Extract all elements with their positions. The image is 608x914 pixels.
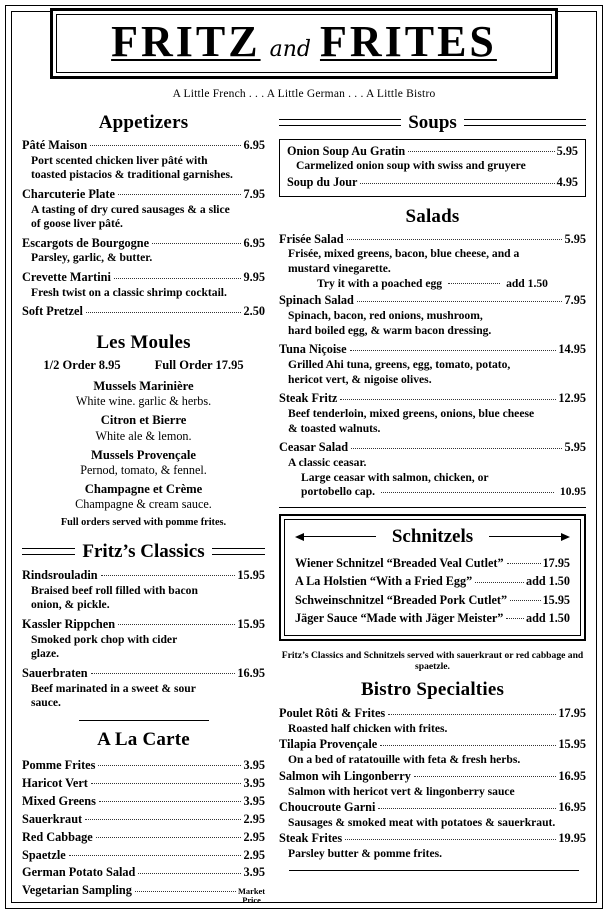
item-price: 5.95 [556,143,578,158]
item-price: 16.95 [237,665,265,680]
item-price: 5.95 [564,231,586,246]
masthead-inner [56,14,552,73]
item-description [279,753,586,768]
item-description-line: hericot vert, & nigoise olives. [288,372,432,386]
item-name: Ceasar Salad [279,440,349,455]
item-description-line: Port scented chicken liver pâté with [31,153,208,167]
soups-box [279,139,586,197]
section-salads [279,206,586,500]
section-appetizers [22,112,265,320]
item-description [279,358,586,387]
item-description [279,847,586,862]
dot-leader [507,563,541,564]
dot-leader [91,783,242,784]
item-name: Wiener Schnitzel “Breaded Veal Cutlet” [295,555,504,570]
dot-leader [118,194,241,195]
menu-item [287,144,578,160]
brand-word-frites: FRITES [319,17,497,66]
addon-label: portobello cap. [301,485,376,499]
item-addon [279,277,586,292]
item-name: Haricot Vert [22,775,88,790]
item-price: 15.95 [237,616,265,631]
dot-leader [118,624,235,625]
item-description [22,633,265,662]
item-description [279,456,586,471]
dot-leader [114,278,242,279]
moules-variety [22,412,265,444]
left-column [22,112,265,905]
soups-title: Soups [408,111,457,133]
section-les-moules [22,332,265,528]
heading-rule-left [279,119,401,126]
dot-leader [378,808,556,809]
section-divider [279,507,586,508]
tagline: A Little French . . . A Little German . . . A Little Bistro [172,87,436,100]
dot-leader [91,673,236,674]
item-name: Spinach Salad [279,293,354,308]
item-description [279,722,586,737]
item-description-line: Large ceasar with salmon, chicken, or [301,470,489,484]
dot-leader [86,312,242,313]
item-description-line: On a bed of ratatouille with feta & fresh herbs. [288,753,521,767]
moules-variety-name: Citron et Bierre [100,413,187,428]
menu-item [22,829,265,847]
item-description-line: Smoked pork chop with cider [31,632,178,646]
item-price: 16.95 [558,768,586,783]
dot-leader [380,745,556,746]
item-description-line: sauce. [31,696,61,710]
item-description-line: Braised beef roll filled with bacon [31,583,198,597]
moules-variety-desc: Pernod, tomato, & fennel. [80,462,207,477]
item-description-line: Roasted half chicken with frites. [288,721,448,735]
moules-variety [22,481,265,513]
section-fritz-classics [22,541,265,711]
les-moules-title: Les Moules [96,332,191,354]
dot-leader [85,819,241,820]
item-description-line: Spinach, bacon, red onions, mushroom, [288,309,483,323]
fritz-classics-title: Fritz’s Classics [82,540,205,562]
menu-item [22,757,265,775]
item-name: Pâté Maison [22,137,88,152]
les-moules-order-sizes [22,358,265,373]
section-soups [279,112,586,197]
addon-price: add 1.50 [506,276,548,290]
item-description [279,471,586,486]
half-order-price: 1/2 Order 8.95 [43,358,121,373]
item-price: 3.95 [243,865,265,880]
moules-variety [22,447,265,479]
item-name: Schweinschnitzel “Breaded Pork Cutlet” [295,592,508,607]
salads-title: Salads [405,205,460,227]
item-price: 2.95 [243,847,265,862]
moules-variety-desc: White ale & lemon. [95,428,192,443]
item-name: Tilapia Provençale [279,737,378,752]
item-name: Mixed Greens [22,793,96,808]
item-price: 6.95 [243,137,265,152]
menu-item [279,769,586,799]
dot-leader [350,350,557,351]
menu-item [279,737,586,767]
menu-item [22,775,265,793]
dot-leader [360,183,554,184]
item-description-line: Parsley, garlic, & butter. [31,251,153,265]
menu-item [279,342,586,387]
item-price: 7.95 [564,293,586,308]
section-divider [79,720,209,721]
item-description [279,785,586,800]
menu-item [22,187,265,232]
item-description [279,247,586,276]
soups-heading [279,112,586,134]
item-description [22,682,265,711]
dot-leader [347,239,563,240]
item-price: 17.95 [558,706,586,721]
brand-word-fritz: FRITZ [111,17,261,66]
menu-item [279,391,586,436]
item-price: 14.95 [558,342,586,357]
schnitzels-footnote: Fritz’s Classics and Schnitzels served with sauerkraut or red cabbage and spaetzle. [281,650,584,673]
addon-price: 10.95 [559,485,586,499]
item-name: Jäger Sauce “Made with Jäger Meister” [295,610,504,625]
schnitzels-title: Schnitzels [391,525,474,547]
full-order-price: Full Order 17.95 [154,358,244,373]
item-description-line: hard boiled egg, & warm bacon dressing. [288,323,492,337]
item-name: Frisée Salad [279,231,344,246]
item-name: Spaetzle [22,847,66,862]
item-price: 15.95 [542,592,570,607]
item-description-line: Grilled Ahi tuna, greens, egg, tomato, potato, [288,358,511,372]
menu-item [22,811,265,829]
item-description-line: glaze. [31,647,60,661]
item-price: 2.50 [243,304,265,319]
heading-rule-left [22,548,75,555]
item-description [22,154,265,183]
section-a-la-carte [22,729,265,905]
dot-leader [345,839,556,840]
moules-variety-name: Mussels Provençale [90,447,197,462]
item-description-line: Frisée, mixed greens, bacon, blue cheese, and a [288,247,520,261]
item-price: 3.95 [243,757,265,772]
dot-leader [388,714,556,715]
moules-variety [22,378,265,410]
menu-item [22,793,265,811]
menu-item [22,882,265,905]
item-description-line: mustard vinegarette. [288,262,391,276]
dot-leader [475,582,524,583]
item-description-line: of goose liver pâté. [31,217,123,231]
menu-item [295,591,570,609]
market-price-line: Price [242,895,261,905]
item-addon [279,485,586,500]
item-description [22,286,265,301]
item-price: 2.95 [243,829,265,844]
item-name: Red Cabbage [22,829,93,844]
menu-item [287,175,578,191]
section-divider [289,870,579,871]
right-column [279,112,586,871]
dot-leader [98,765,241,766]
item-description [22,203,265,232]
dot-leader [381,492,554,493]
item-description-line: Carmelized onion soup with swiss and gruyere [296,159,526,173]
menu-item [295,572,570,590]
item-price [238,888,265,905]
section-bistro-specialties [279,679,586,871]
heading-rule-right [212,548,265,555]
dot-leader [448,283,500,284]
item-name: Soup du Jour [287,175,358,190]
menu-item [22,138,265,183]
item-price: 9.95 [243,270,265,285]
item-price: 12.95 [558,391,586,406]
schnitzels-box-inner [284,519,581,636]
item-name: Charcuterie Plate [22,186,115,201]
menu-item [22,236,265,266]
menu-item [279,831,586,861]
dot-leader [340,399,556,400]
item-name: Crevette Martini [22,270,111,285]
dot-leader [152,243,241,244]
item-description [287,159,578,174]
dot-leader [101,575,236,576]
menu-item [22,617,265,662]
item-description-line: Salmon with hericot vert & lingonberry sauce [288,784,515,798]
market-price-line: Market [238,887,265,897]
item-description-line: Sausages & smoked meat with potatoes & sauerkraut. [288,815,556,829]
item-price: 6.95 [243,235,265,250]
item-description [279,407,586,436]
menu-item [279,440,586,500]
heading-rule-right [464,119,586,126]
item-name: Rindsrouladin [22,567,98,582]
item-description-line: toasted pistacios & traditional garnishes. [31,168,233,182]
menu-item [295,554,570,572]
item-description-line: Fresh twist on a classic shrimp cocktail. [31,285,227,299]
moules-variety-name: Champagne et Crème [84,481,203,496]
item-price: 5.95 [564,440,586,455]
dot-leader [408,151,554,152]
item-price: 4.95 [556,175,578,190]
item-price: 17.95 [542,555,570,570]
menu-item [22,270,265,300]
item-name: Vegetarian Sampling [22,883,132,898]
dot-leader [138,873,241,874]
moules-variety-name: Mussels Marinière [93,379,194,394]
item-description-line: A classic ceasar. [288,455,367,469]
item-name: Tuna Niçoise [279,342,347,357]
dot-leader [357,301,563,302]
section-schnitzels [279,514,586,672]
item-name: Steak Fritz [279,391,338,406]
item-price: add 1.50 [525,574,570,589]
item-price: 16.95 [558,800,586,815]
item-description-line: A tasting of dry cured sausages & a slice [31,202,230,216]
masthead [50,8,558,79]
moules-variety-desc: Champagne & cream sauce. [75,497,212,512]
item-price: add 1.50 [525,610,570,625]
appetizers-title: Appetizers [98,111,189,133]
dot-leader [96,837,242,838]
fritz-classics-heading [22,541,265,563]
item-price: 3.95 [243,775,265,790]
item-name: Kassler Rippchen [22,616,116,631]
item-description [22,251,265,266]
a-la-carte-title: A La Carte [97,728,190,750]
dot-leader [69,855,242,856]
dot-leader [135,891,236,892]
item-name: Poulet Rôti & Frites [279,706,386,721]
menu-item [279,706,586,736]
dot-leader [510,600,541,601]
item-name: Sauerbraten [22,665,88,680]
item-name: Escargots de Bourgogne [22,235,150,250]
item-name: Soft Pretzel [22,304,83,319]
item-name: Choucroute Garni [279,800,376,815]
arrow-left-icon [295,532,384,541]
item-price: 15.95 [558,737,586,752]
item-name: Sauerkraut [22,811,83,826]
menu-item [22,864,265,882]
item-description-line: & toasted walnuts. [288,421,381,435]
item-description [279,816,586,831]
item-description [22,584,265,613]
dot-leader [99,801,242,802]
item-description-line: onion, & pickle. [31,598,110,612]
menu-item [22,304,265,320]
menu-item [279,800,586,830]
item-price: 7.95 [243,186,265,201]
dot-leader [90,145,241,146]
item-name: Onion Soup Au Gratin [287,143,406,158]
item-price: 15.95 [237,567,265,582]
arrow-right-icon [481,532,570,541]
menu-item [22,847,265,865]
dot-leader [506,618,524,619]
menu-columns [22,112,586,905]
schnitzels-heading [295,526,570,548]
item-name: A La Holstien “With a Fried Egg” [295,574,473,589]
item-description-line: Beef tenderloin, mixed greens, onions, blue cheese [288,407,535,421]
item-price: 3.95 [243,793,265,808]
item-name: Pomme Frites [22,757,96,772]
menu-item [295,609,570,627]
brand-conjunction: and [269,37,311,62]
menu-item [22,666,265,711]
menu-item [22,568,265,613]
item-name: Steak Frites [279,831,343,846]
item-price: 19.95 [558,831,586,846]
item-price: 2.95 [243,811,265,826]
menu-item [279,293,586,338]
restaurant-logo [67,17,541,66]
schnitzels-box [279,514,586,641]
les-moules-footer: Full orders served with pomme frites. [60,516,227,528]
bistro-specialties-title: Bistro Specialties [360,679,505,701]
addon-label: Try it with a poached egg [317,276,443,290]
dot-leader [351,448,562,449]
item-name: German Potato Salad [22,865,136,880]
item-description-line: Parsley butter & pomme frites. [288,847,443,861]
moules-variety-desc: White wine. garlic & herbs. [75,394,212,409]
dot-leader [414,776,556,777]
item-description-line: Beef marinated in a sweet & sour [31,681,196,695]
item-description [279,309,586,338]
menu-item [279,232,586,292]
item-name: Salmon wih Lingonberry [279,768,411,783]
